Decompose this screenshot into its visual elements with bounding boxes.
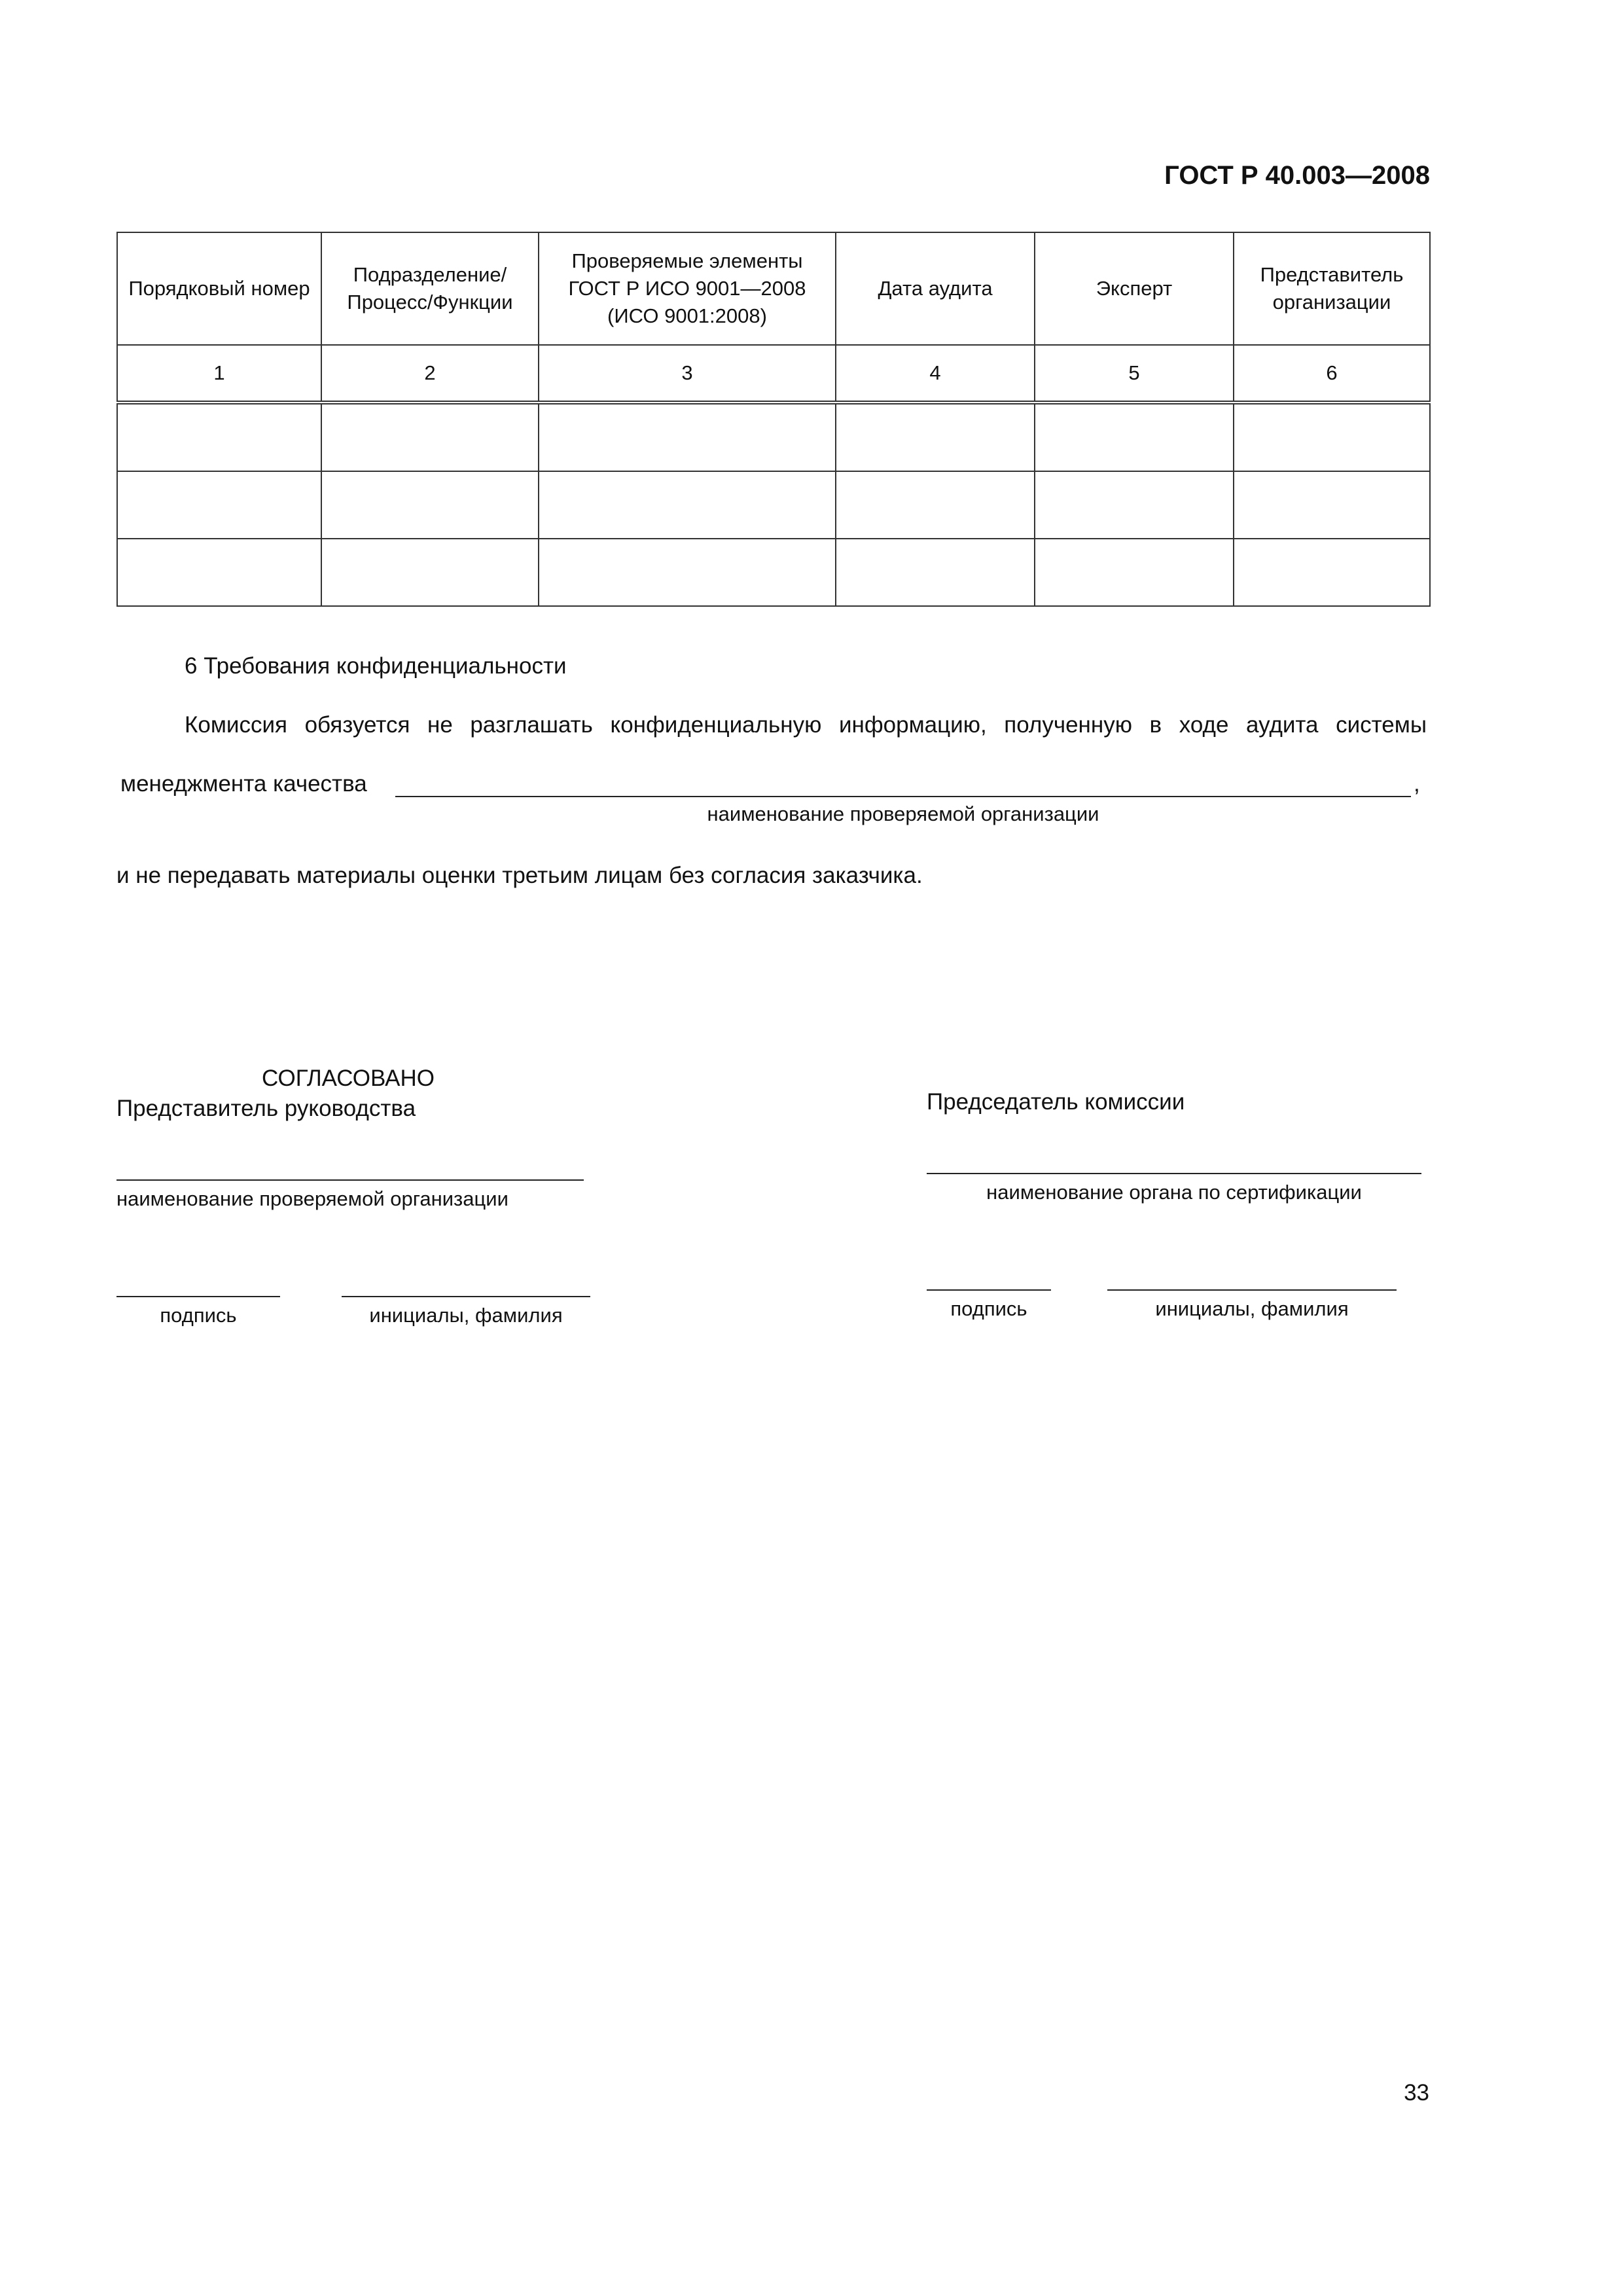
right-organization-caption: наименование органа по сертификации — [986, 1181, 1362, 1204]
table-cell[interactable] — [539, 471, 836, 539]
column-number-row — [117, 345, 1430, 403]
organization-caption: наименование проверяемой организации — [707, 802, 1099, 825]
table-header-row — [117, 232, 1430, 345]
organization-fill-line[interactable] — [395, 796, 1411, 797]
table-cell[interactable] — [539, 403, 836, 471]
table-cell[interactable] — [836, 403, 1035, 471]
column-number: 4 — [836, 345, 1035, 403]
left-organization-caption: наименование проверяемой организации — [116, 1187, 508, 1210]
column-number: 6 — [1234, 345, 1430, 403]
audit-plan-table — [116, 232, 1431, 607]
column-header: Подразделение/ Процесс/Функции — [321, 232, 539, 345]
right-signature-caption: подпись — [950, 1297, 1027, 1320]
table-cell[interactable] — [321, 471, 539, 539]
table-row — [117, 539, 1430, 606]
page-number: 33 — [1404, 2080, 1429, 2106]
right-organization-line[interactable] — [927, 1173, 1421, 1174]
column-header: Дата аудита — [836, 232, 1035, 345]
left-signature-line[interactable] — [116, 1296, 280, 1297]
table-cell[interactable] — [117, 471, 321, 539]
right-signature-line[interactable] — [927, 1289, 1051, 1291]
table-row — [117, 471, 1430, 539]
column-header: Эксперт — [1035, 232, 1234, 345]
confidentiality-paragraph-line2: менеджмента качества — [120, 771, 367, 797]
management-representative-label: Представитель руководства — [116, 1096, 416, 1121]
table-cell[interactable] — [1035, 403, 1234, 471]
commission-chairman-label: Председатель комиссии — [927, 1089, 1185, 1115]
table-cell[interactable] — [321, 539, 539, 606]
right-name-caption: инициалы, фамилия — [1155, 1297, 1349, 1320]
column-number: 2 — [321, 345, 539, 403]
table-cell[interactable] — [1234, 403, 1430, 471]
left-name-line[interactable] — [342, 1296, 590, 1297]
table-cell[interactable] — [117, 539, 321, 606]
approval-stamp: СОГЛАСОВАНО — [262, 1066, 435, 1091]
column-number: 1 — [117, 345, 321, 403]
table-cell[interactable] — [1234, 471, 1430, 539]
column-header: Проверяемые элементы ГОСТ Р ИСО 9001—2008 (ИСО 9001:2008) — [539, 232, 836, 345]
confidentiality-paragraph-line1: Комиссия обязуется не разглашать конфиденциальную информацию, полученную в ходе аудита системы — [185, 712, 1427, 738]
table-cell[interactable] — [836, 471, 1035, 539]
table-cell[interactable] — [539, 539, 836, 606]
column-header: Представитель организации — [1234, 232, 1430, 345]
table-cell[interactable] — [117, 403, 321, 471]
right-name-line[interactable] — [1107, 1289, 1397, 1291]
column-header: Порядковый номер — [117, 232, 321, 345]
document-code: ГОСТ Р 40.003—2008 — [1164, 161, 1430, 190]
left-name-caption: инициалы, фамилия — [369, 1304, 563, 1327]
table-cell[interactable] — [321, 403, 539, 471]
table-cell[interactable] — [1035, 539, 1234, 606]
comma-text: , — [1414, 771, 1420, 797]
confidentiality-paragraph-line3: и не передавать материалы оценки третьим лицам без согласия заказчика. — [116, 863, 923, 888]
table-cell[interactable] — [836, 539, 1035, 606]
column-number: 3 — [539, 345, 836, 403]
table-cell[interactable] — [1035, 471, 1234, 539]
section-heading: 6 Требования конфиденциальности — [185, 653, 567, 679]
table-cell[interactable] — [1234, 539, 1430, 606]
table-row — [117, 403, 1430, 471]
left-signature-caption: подпись — [160, 1304, 237, 1327]
column-number: 5 — [1035, 345, 1234, 403]
left-organization-line[interactable] — [116, 1179, 584, 1181]
